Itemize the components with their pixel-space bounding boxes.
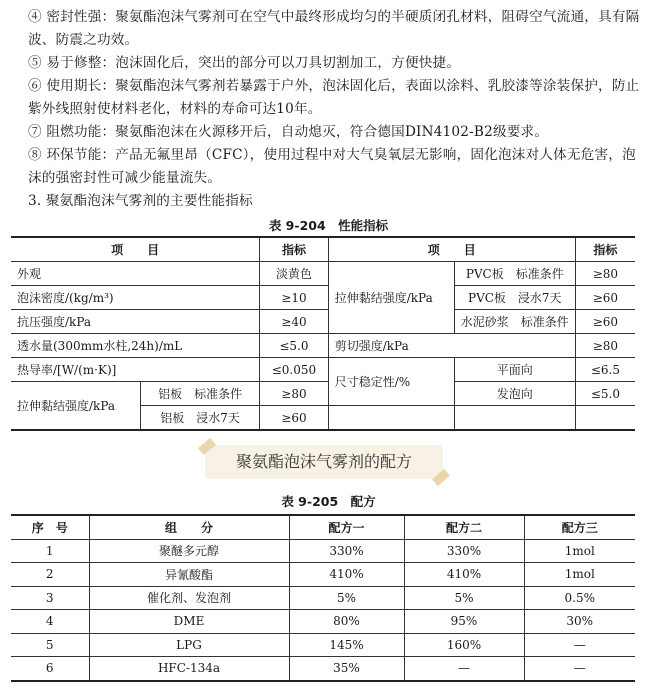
- value-cell: ≥10: [260, 286, 329, 310]
- formula3-cell: 0.5%: [524, 586, 635, 610]
- header-item-right: 项 目: [328, 237, 575, 262]
- formula1-cell: 5%: [289, 586, 404, 610]
- section-heading: 3. 聚氨酯泡沫气雾剂的主要性能指标: [28, 193, 253, 209]
- table-row: [11, 633, 635, 657]
- header-value-left: 指标: [260, 237, 329, 262]
- formula1-cell: 80%: [289, 610, 404, 634]
- formula1-cell: 35%: [289, 657, 404, 681]
- item-cell: 透水量(300mm水柱,24h)/mL: [11, 334, 260, 358]
- paragraph-trimming: ⑤ 易于修整：泡沫固化后，突出的部分可以刀具切割加工，方便快捷。: [28, 55, 461, 71]
- value-cell: ≤5.0: [575, 382, 635, 406]
- table-row: [11, 262, 635, 286]
- formula3-cell: —: [524, 657, 635, 681]
- component-cell: 聚醚多元醇: [89, 539, 289, 563]
- table1-caption: 表 9-204 性能指标: [268, 218, 389, 233]
- table2-caption: 表 9-205 配方: [281, 494, 376, 509]
- formula2-cell: 5%: [404, 586, 524, 610]
- value-cell: ≤0.050: [260, 358, 329, 382]
- body-text: [14, 6, 644, 213]
- value-cell: ≥60: [260, 406, 329, 431]
- table-row: [11, 563, 635, 587]
- sub-item-cell: 铝板 浸水7天: [141, 406, 260, 431]
- formula-table: [11, 514, 635, 682]
- item-cell: 尺寸稳定性/%: [328, 358, 454, 406]
- formula2-cell: —: [404, 657, 524, 681]
- value-cell: ≥60: [575, 286, 635, 310]
- banner-title: 聚氨酯泡沫气雾剂的配方: [235, 452, 412, 471]
- value-cell: ≥80: [575, 262, 635, 286]
- section-banner: [205, 445, 443, 479]
- header-item-left: 项 目: [11, 237, 260, 262]
- sub-item-cell: 发泡向: [454, 382, 575, 406]
- value-cell: ≤5.0: [260, 334, 329, 358]
- header-component-cell: 组 分: [89, 515, 289, 539]
- index-cell: 2: [11, 563, 89, 587]
- index-cell: 4: [11, 610, 89, 634]
- formula1-cell: 410%: [289, 563, 404, 587]
- formula3-cell: —: [524, 633, 635, 657]
- table-header-row: [11, 237, 635, 262]
- sub-item-cell: PVC板 浸水7天: [454, 286, 575, 310]
- paragraph-lifetime: ⑥ 使用期长：聚氨酯泡沫气雾剂若暴露于户外，泡沫固化后，表面以涂料、乳胶漆等涂装保护，防止紫外线照射使材料老化，材料的寿命可达10年。: [28, 78, 640, 117]
- formula3-cell: 1mol: [524, 563, 635, 587]
- table-row: [11, 586, 635, 610]
- formula2-cell: 410%: [404, 563, 524, 587]
- value-cell: ≥80: [260, 382, 329, 406]
- empty-cell: [454, 406, 575, 431]
- item-cell: 拉伸黏结强度/kPa: [11, 382, 141, 431]
- item-cell: 泡沫密度/(kg/m³): [11, 286, 260, 310]
- index-cell: 6: [11, 657, 89, 681]
- header-formula1-cell: 配方一: [289, 515, 404, 539]
- sub-item-cell: 铝板 标准条件: [141, 382, 260, 406]
- table-header-row: [11, 515, 635, 539]
- performance-table: [11, 236, 635, 431]
- header-index-cell: 序 号: [11, 515, 89, 539]
- formula1-cell: 330%: [289, 539, 404, 563]
- item-cell: 热导率/[W/(m·K)]: [11, 358, 260, 382]
- empty-cell: [575, 406, 635, 431]
- component-cell: 催化剂、发泡剂: [89, 586, 289, 610]
- table-row: [11, 382, 635, 406]
- value-cell: ≥80: [575, 334, 635, 358]
- paragraph-flame-retardant: ⑦ 阻燃功能：聚氨酯泡沫在火源移开后，自动熄灭，符合德国DIN4102-B2级要求。: [28, 124, 549, 140]
- formula2-cell: 160%: [404, 633, 524, 657]
- table-row: [11, 539, 635, 563]
- sub-item-cell: PVC板 标准条件: [454, 262, 575, 286]
- formula1-cell: 145%: [289, 633, 404, 657]
- component-cell: HFC-134a: [89, 657, 289, 681]
- paragraph-eco: ⑧ 环保节能：产品无氟里昂（CFC），使用过程中对大气臭氧层无影响，固化泡沫对人体无危害，泡沫的强密封性可减少能量流失。: [28, 147, 636, 186]
- value-cell: ≥40: [260, 310, 329, 334]
- sub-item-cell: 平面向: [454, 358, 575, 382]
- header-value-right: 指标: [575, 237, 635, 262]
- table-row: [11, 286, 635, 310]
- component-cell: LPG: [89, 633, 289, 657]
- table-row: [11, 657, 635, 681]
- header-formula3-cell: 配方三: [524, 515, 635, 539]
- header-formula2-cell: 配方二: [404, 515, 524, 539]
- formula3-cell: 1mol: [524, 539, 635, 563]
- formula3-cell: 30%: [524, 610, 635, 634]
- index-cell: 1: [11, 539, 89, 563]
- component-cell: 异氰酸酯: [89, 563, 289, 587]
- table-row: [11, 610, 635, 634]
- item-cell: 抗压强度/kPa: [11, 310, 260, 334]
- table-row: [11, 310, 635, 334]
- item-cell: 拉伸黏结强度/kPa: [328, 262, 454, 334]
- formula2-cell: 95%: [404, 610, 524, 634]
- component-cell: DME: [89, 610, 289, 634]
- index-cell: 3: [11, 586, 89, 610]
- item-cell: 外观: [11, 262, 260, 286]
- sub-item-cell: 水泥砂浆 标准条件: [454, 310, 575, 334]
- paragraph-sealing: ④ 密封性强：聚氨酯泡沫气雾剂可在空气中最终形成均匀的半硬质闭孔材料，阻碍空气流通，具有隔波、防震之功效。: [28, 9, 640, 48]
- table-row: [11, 358, 635, 382]
- empty-cell: [328, 406, 454, 431]
- value-cell: ≤6.5: [575, 358, 635, 382]
- table-row: [11, 334, 635, 358]
- item-cell: 剪切强度/kPa: [328, 334, 575, 358]
- value-cell: 淡黄色: [260, 262, 329, 286]
- value-cell: ≥60: [575, 310, 635, 334]
- formula2-cell: 330%: [404, 539, 524, 563]
- index-cell: 5: [11, 633, 89, 657]
